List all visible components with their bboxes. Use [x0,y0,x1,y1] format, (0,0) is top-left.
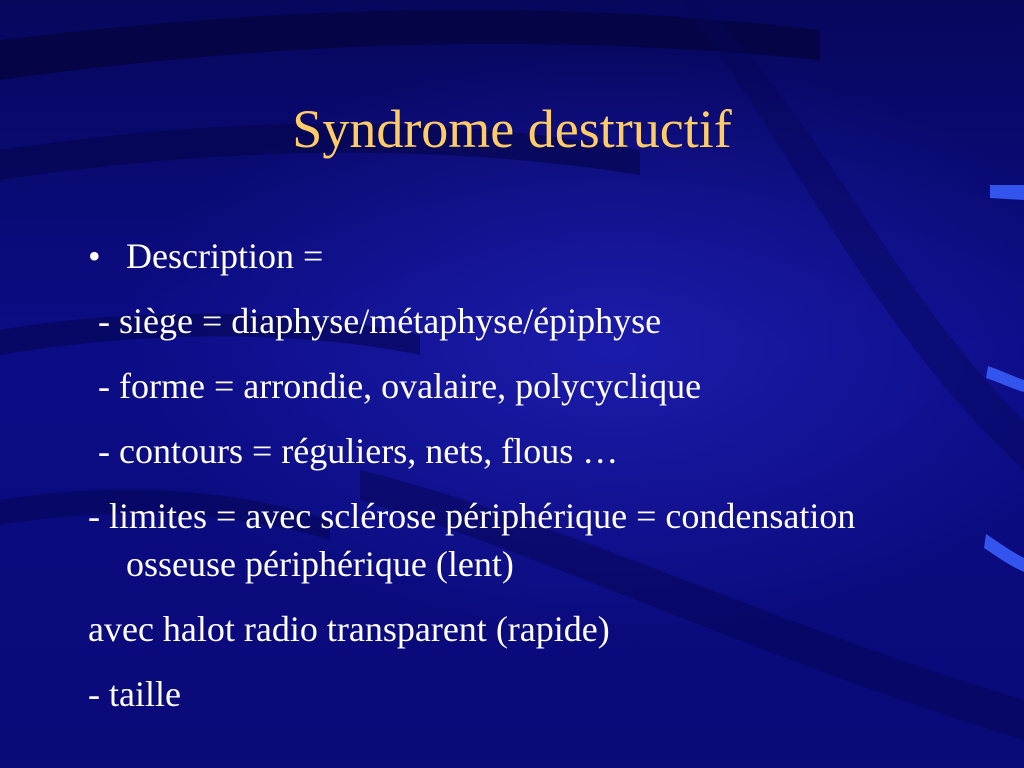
accent-mark-1 [990,185,1024,200]
slide-body [88,232,968,735]
text-halot: avec halot radio transparent (rapide) [88,609,610,649]
bullet-text: Description = [126,236,324,276]
sub-item-siege: - siège = diaphyse/métaphyse/épiphyse [98,301,662,341]
accent-mark-3 [984,534,1024,572]
slide-title: Syndrome destructif [292,99,732,159]
sub-item-contours: - contours = réguliers, nets, flous … [98,431,619,471]
sub-item-taille: - taille [88,674,181,714]
sub-item-forme: - forme = arrondie, ovalaire, polycyclique [98,366,702,406]
bullet-item [88,232,968,280]
bullet-icon: • [88,236,101,276]
sub-item-limites: - limites = avec sclérose périphérique = condensation osseuse périphérique (lent) [88,496,856,584]
